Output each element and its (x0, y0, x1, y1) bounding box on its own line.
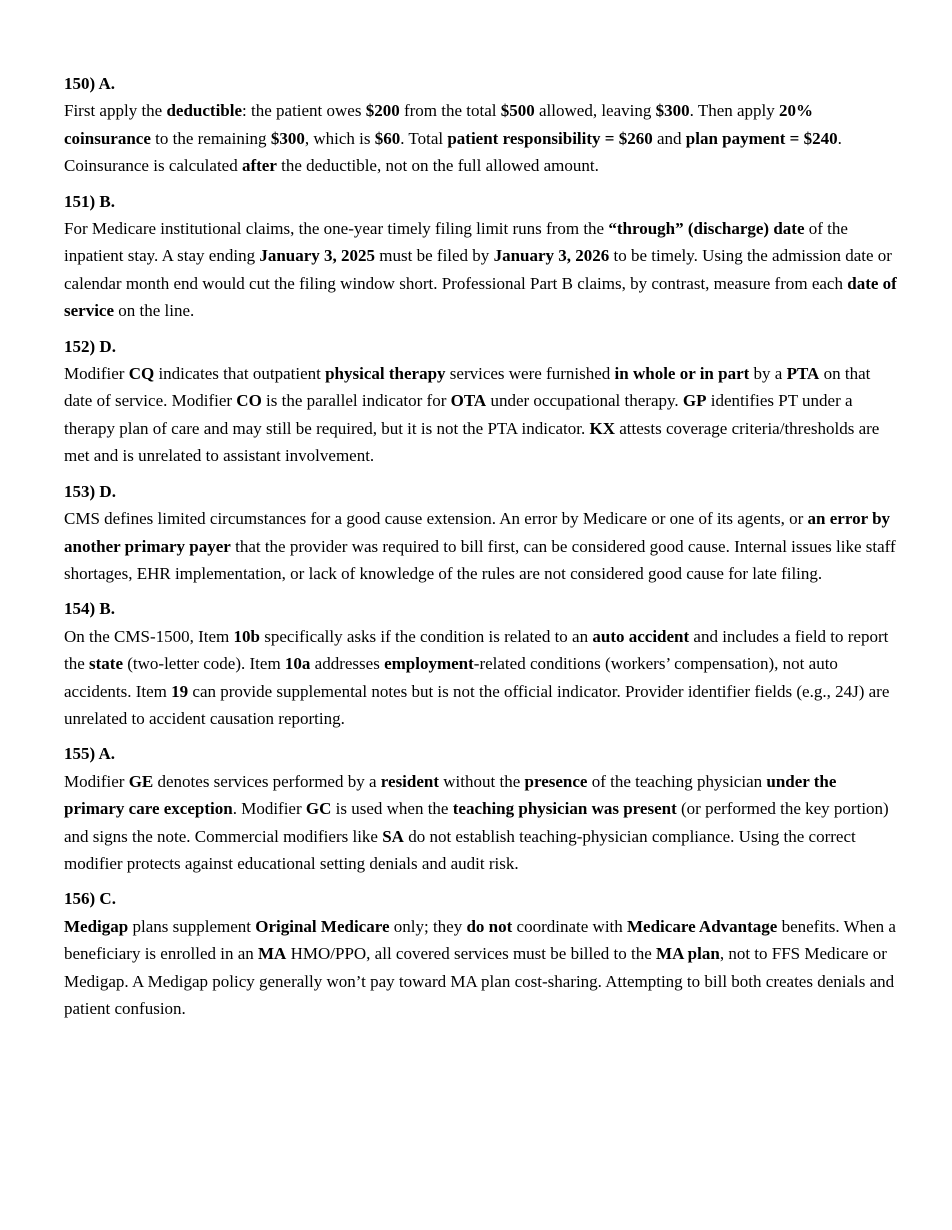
answer-section (64, 188, 898, 325)
answer-explanation: CMS defines limited circumstances for a good cause extension. An error by Medicare or one of its agents, or an error by another primary payer that the provider was required to bill first, can be considered good cause. Internal issues like staff shortages, EHR implementation, or lack of knowledge of the rules are not considered good cause for late filing. (64, 509, 896, 583)
answer-explanation: Medigap plans supplement Original Medicare only; they do not coordinate with Medicare Advantage benefits. When a beneficiary is enrolled in an MA HMO/PPO, all covered services must be billed to the MA plan, not to FFS Medicare or Medigap. A Medigap policy generally won’t pay toward MA plan cost-sharing. Attempting to bill both creates denials and patient confusion. (64, 916, 896, 1018)
answer-heading: 153) D. (64, 481, 116, 501)
answer-heading: 151) B. (64, 191, 115, 211)
answer-section (64, 595, 898, 732)
answers-list (64, 70, 898, 1022)
answer-section (64, 333, 898, 470)
answer-explanation: For Medicare institutional claims, the one-year timely filing limit runs from the “through” (discharge) date of the inpatient stay. A stay ending January 3, 2025 must be filed by January 3, 2026 to be timely. Using the admission date or calendar month end would cut the filing window short. Professional Part B claims, by contrast, measure from each date of service on the line. (64, 219, 897, 321)
answer-section (64, 478, 898, 588)
answer-explanation: First apply the deductible: the patient owes $200 from the total $500 allowed, leaving $300. Then apply 20% coinsurance to the remaining $300, which is $60. Total patient responsibility = $260 and plan payment = $240. Coinsurance is calculated after the deductible, not on the full allowed amount. (64, 101, 842, 176)
answer-heading: 150) A. (64, 74, 115, 93)
answer-section (64, 740, 898, 877)
answer-section (64, 70, 898, 180)
answer-section (64, 885, 898, 1022)
answer-explanation: Modifier GE denotes services performed by a resident without the presence of the teaching physician under the primary care exception. Modifier GC is used when the teaching physician was present (or performed the key portion) and signs the note. Commercial modifiers like SA do not establish teaching-physician compliance. Using the correct modifier protects against educational setting denials and audit risk. (64, 771, 889, 873)
answer-heading: 154) B. (64, 599, 115, 619)
answer-heading: 155) A. (64, 744, 115, 764)
answer-explanation: Modifier CQ indicates that outpatient physical therapy services were furnished in whole or in part by a PTA on that date of service. Modifier CO is the parallel indicator for OTA under occupational therapy. GP identifies PT under a therapy plan of care and may still be required, but it is not the PTA indicator. KX attests coverage criteria/thresholds are met and is unrelated to assistant involvement. (64, 364, 880, 466)
answer-heading: 152) D. (64, 336, 116, 356)
answer-heading: 156) C. (64, 889, 116, 909)
answer-explanation: On the CMS-1500, Item 10b specifically asks if the condition is related to an auto accident and includes a field to report the state (two-letter code). Item 10a addresses employment-related conditions (workers’ compensation), not auto accidents. Item 19 can provide supplemental notes but is not the official indicator. Provider identifier fields (e.g., 24J) are unrelated to accident causation reporting. (64, 626, 890, 728)
